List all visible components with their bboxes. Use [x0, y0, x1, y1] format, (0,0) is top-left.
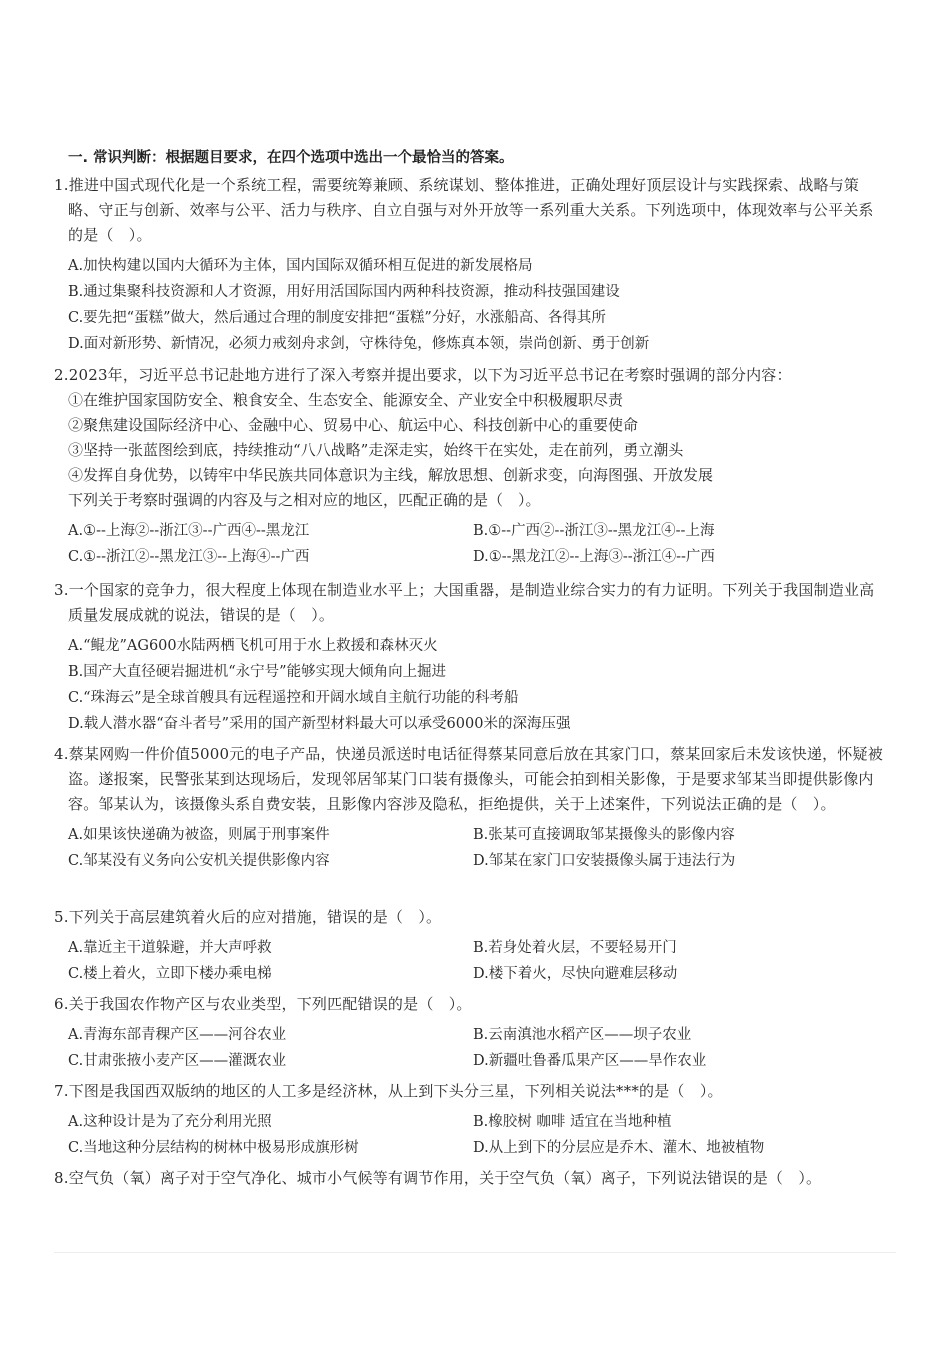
- question-stem: 4.蔡某网购一件价值5000元的电子产品，快递员派送时电话征得蔡某同意后放在其家门口，蔡某回家后未发该快递，怀疑被盗。遂报案，民警张某到达现场后，发现邻居邹某门口装有摄像头，可能会拍到相关影像，于是要求邹某当即提供影像内容。邹某认为，该摄像头系自费安装，且影像内容涉及隐私，拒绝提供，关于上述案件，下列说法正确的是（ ）。: [54, 745, 883, 813]
- option-a[interactable]: A.这种设计是为了充分利用光照: [68, 1114, 272, 1130]
- option-a[interactable]: A.靠近主干道躲避，并大声呼救: [68, 940, 272, 956]
- question-stem: 2.2023年，习近平总书记赴地方进行了深入考察并提出要求，以下为习近平总书记在考察时强调的部分内容：: [54, 366, 792, 384]
- question-stem: 6.关于我国农作物产区与农业类型，下列匹配错误的是（ ）。: [54, 995, 472, 1013]
- option-b[interactable]: B.若身处着火层，不要轻易开门: [473, 940, 677, 956]
- question-4: [54, 742, 884, 874]
- option-b[interactable]: B.张某可直接调取邹某摄像头的影像内容: [473, 827, 735, 843]
- question-8: [54, 1166, 884, 1191]
- question-5: [54, 905, 884, 987]
- question-1: [54, 173, 884, 357]
- option-c[interactable]: C.楼上着火，立即下楼办乘电梯: [68, 966, 272, 982]
- question-2: [54, 363, 884, 570]
- option-d[interactable]: D.邹某在家门口安装摄像头属于违法行为: [473, 853, 736, 869]
- statement-1: ①在维护国家国防安全、粮食安全、生态安全、能源安全、产业安全中积极履职尽责: [68, 391, 624, 409]
- options-grid: [54, 935, 884, 987]
- option-a[interactable]: A.青海东部青稞产区——河谷农业: [68, 1027, 287, 1043]
- statement-2: ②聚焦建设国际经济中心、金融中心、贸易中心、航运中心、科技创新中心的重要使命: [68, 416, 639, 434]
- question-stem: 7.下图是我国西双版纳的地区的人工多是经济林，从上到下头分三星，下列相关说法***的是（ ）。: [54, 1082, 723, 1100]
- statement-4: ④发挥自身优势，以铸牢中华民族共同体意识为主线，解放思想、创新求变，向海图强、开放发展: [68, 466, 714, 484]
- option-d[interactable]: D.载人潜水器“奋斗者号”采用的国产新型材料最大可以承受6000米的深海压强: [68, 716, 571, 732]
- option-d[interactable]: D.楼下着火，尽快向避难层移动: [473, 966, 678, 982]
- options-grid: [54, 822, 884, 874]
- options-grid: [54, 1022, 884, 1074]
- option-a[interactable]: A.“鲲龙”AG600水陆两栖飞机可用于水上救援和森林灭火: [68, 638, 438, 654]
- option-c[interactable]: C.邹某没有义务向公安机关提供影像内容: [68, 853, 330, 869]
- question-stem: 3.一个国家的竞争力，很大程度上体现在制造业水平上；大国重器，是制造业综合实力的有力证明。下列关于我国制造业高质量发展成就的说法，错误的是（ ）。: [54, 581, 875, 624]
- statement-3: ③坚持一张蓝图绘到底，持续推动“八八战略”走深走实，始终干在实处，走在前列，勇立潮头: [68, 441, 684, 459]
- options-list: [54, 253, 884, 357]
- option-b[interactable]: B.①--广西②--浙江③--黑龙江④--上海: [473, 523, 715, 539]
- option-b[interactable]: B.通过集聚科技资源和人才资源，用好用活国际国内两种科技资源，推动科技强国建设: [68, 284, 620, 300]
- option-c[interactable]: C.当地这种分层结构的树林中极易形成旗形树: [68, 1140, 359, 1156]
- options-grid: [54, 1109, 884, 1161]
- option-b[interactable]: B.橡胶树 咖啡 适宜在当地种植: [473, 1114, 672, 1130]
- page-divider: [54, 1252, 896, 1253]
- question-3: [54, 578, 884, 737]
- option-a[interactable]: A.如果该快递确为被盗，则属于刑事案件: [68, 827, 330, 843]
- option-c[interactable]: C.甘肃张掖小麦产区——灌溉农业: [68, 1053, 287, 1069]
- option-d[interactable]: D.从上到下的分层应是乔木、灌木、地被植物: [473, 1140, 765, 1156]
- section-title: 一. 常识判断：根据题目要求，在四个选项中选出一个最恰当的答案。: [68, 150, 514, 166]
- question-stem: 8.空气负（氧）离子对于空气净化、城市小气候等有调节作用，关于空气负（氧）离子，下列说法错误的是（ ）。: [54, 1169, 822, 1187]
- option-b[interactable]: B.云南滇池水稻产区——坝子农业: [473, 1027, 692, 1043]
- option-d[interactable]: D.新疆吐鲁番瓜果产区——旱作农业: [473, 1053, 707, 1069]
- question-stem: 1.推进中国式现代化是一个系统工程，需要统筹兼顾、系统谋划、整体推进，正确处理好顶层设计与实践探索、战略与策略、守正与创新、效率与公平、活力与秩序、自立自强与对外开放等一系列重大关系。下列选项中，体现效率与公平关系的是（ ）。: [54, 176, 874, 244]
- question-prompt: 下列关于考察时强调的内容及与之相对应的地区，匹配正确的是（ ）。: [68, 491, 541, 509]
- question-7: [54, 1079, 884, 1161]
- option-d[interactable]: D.面对新形势、新情况，必须力戒刻舟求剑，守株待兔，修炼真本领，崇尚创新、勇于创新: [68, 336, 650, 352]
- option-a[interactable]: A.①--上海②--浙江③--广西④--黑龙江: [68, 523, 310, 539]
- option-c[interactable]: C.①--浙江②--黑龙江③--上海④--广西: [68, 549, 310, 565]
- option-d[interactable]: D.①--黑龙江②--上海③--浙江④--广西: [473, 549, 715, 565]
- options-grid: [54, 518, 884, 570]
- option-a[interactable]: A.加快构建以国内大循环为主体，国内国际双循环相互促进的新发展格局: [68, 258, 533, 274]
- question-6: [54, 992, 884, 1074]
- question-stem: 5.下列关于高层建筑着火后的应对措施，错误的是（ ）。: [54, 908, 442, 926]
- options-list: [54, 633, 884, 737]
- option-c[interactable]: C.要先把“蛋糕”做大，然后通过合理的制度安排把“蛋糕”分好，水涨船高、各得其所: [68, 310, 606, 326]
- option-b[interactable]: B.国产大直径硬岩掘进机“永宁号”能够实现大倾角向上掘进: [68, 664, 447, 680]
- option-c[interactable]: C.“珠海云”是全球首艘具有远程遥控和开阔水域自主航行功能的科考船: [68, 690, 519, 706]
